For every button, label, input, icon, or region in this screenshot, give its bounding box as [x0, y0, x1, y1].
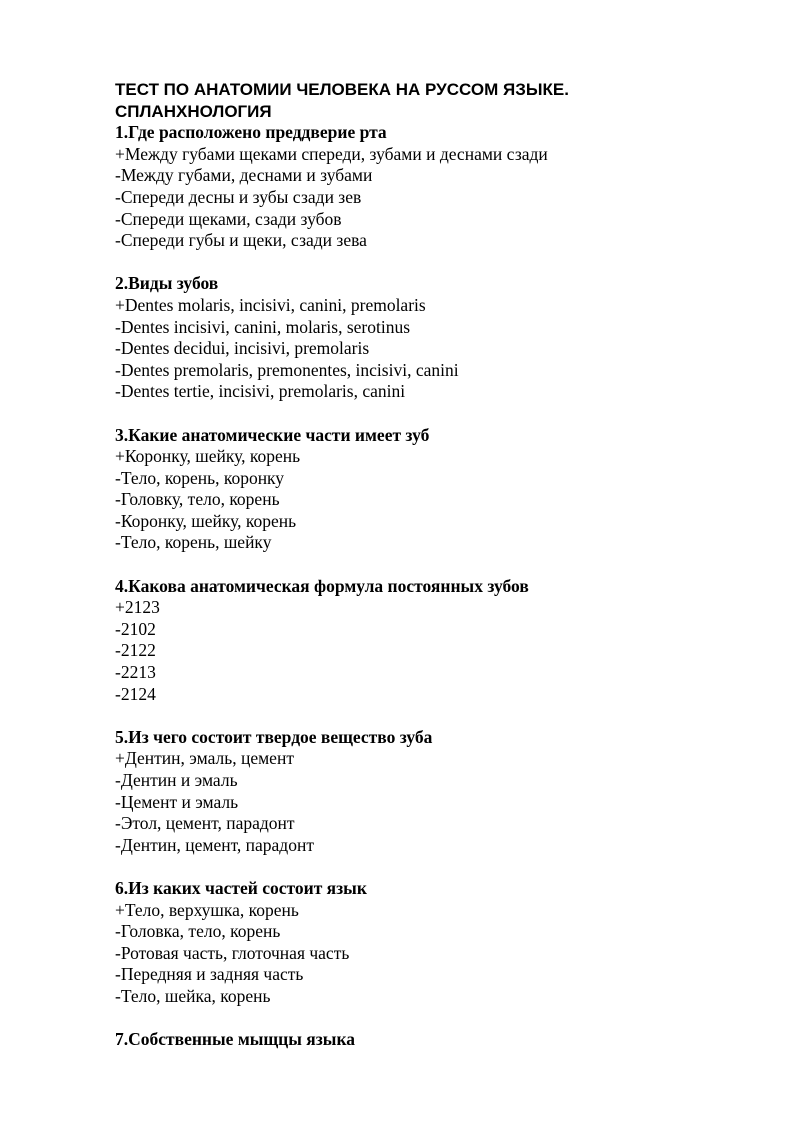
answer-option: -Между губами, деснами и зубами: [115, 165, 373, 186]
answer-option: -Спереди десны и зубы сзади зев: [115, 186, 362, 207]
answer-option: -Dentes tertie, incisivi, premolaris, canini: [115, 381, 406, 402]
question-block: [115, 878, 755, 1008]
question-title: 5.Из чего состоит твердое вещество зуба: [115, 726, 433, 747]
answer-option: -Дентин, цемент, парадонт: [115, 834, 314, 855]
answer-option: -Тело, шейка, корень: [115, 985, 271, 1006]
answer-option-correct: +Коронку, шейку, корень: [115, 446, 301, 467]
document-title-line-1: ТЕСТ ПО АНАТОМИИ ЧЕЛОВЕКА НА РУССОМ ЯЗЫКЕ.: [115, 80, 569, 99]
answer-option: -Головка, тело, корень: [115, 921, 281, 942]
question-block: [115, 273, 755, 403]
question-title: 2.Виды зубов: [115, 273, 219, 294]
answer-option: -Спереди губы и щеки, сзади зева: [115, 230, 367, 251]
answer-option: -Тело, корень, шейку: [115, 532, 272, 553]
answer-option-correct: +Между губами щеками спереди, зубами и деснами сзади: [115, 143, 548, 164]
question-title: 4.Какова анатомическая формула постоянных зубов: [115, 575, 529, 596]
question-block: [115, 1029, 755, 1051]
answer-option-correct: +Dentes molaris, incisivi, canini, premolaris: [115, 294, 426, 315]
answer-option: -2122: [115, 640, 156, 661]
answer-option-correct: +Дентин, эмаль, цемент: [115, 748, 294, 769]
answer-option: -Dentes decidui, incisivi, premolaris: [115, 338, 370, 359]
answer-option: -Головку, тело, корень: [115, 489, 280, 510]
question-title: 6.Из каких частей состоит язык: [115, 877, 367, 898]
document-title: [115, 79, 755, 122]
answer-option-correct: +2123: [115, 597, 160, 618]
answer-option: -Дентин и эмаль: [115, 770, 238, 790]
answer-option: -Цемент и эмаль: [115, 791, 239, 812]
question-block: [115, 576, 755, 706]
answer-option: -Тело, корень, коронку: [115, 467, 285, 488]
answer-option: -2124: [115, 683, 156, 704]
question-block: [115, 122, 755, 252]
question-block: [115, 727, 755, 857]
document-title-line-2: СПЛАНХНОЛОГИЯ: [115, 101, 272, 121]
answer-option: -Спереди щеками, сзади зубов: [115, 208, 342, 229]
question-block: [115, 425, 755, 555]
answer-option-correct: +Тело, верхушка, корень: [115, 899, 299, 920]
answer-option: -Передняя и задняя часть: [115, 964, 304, 985]
question-title: 3.Какие анатомические части имеет зуб: [115, 424, 430, 445]
document-page: [115, 79, 755, 1051]
question-list: [115, 122, 755, 1051]
question-title: 7.Собственные мыщцы языка: [115, 1029, 356, 1050]
answer-option: -2213: [115, 662, 156, 683]
answer-option: -Этол, цемент, парадонт: [115, 813, 295, 834]
answer-option: -Ротовая часть, глоточная часть: [115, 942, 350, 963]
answer-option: -2102: [115, 618, 156, 639]
question-title: 1.Где расположено преддверие рта: [115, 122, 387, 143]
answer-option: -Dentes premolaris, premonentes, incisivi, canini: [115, 359, 459, 380]
answer-option: -Dentes incisivi, canini, molaris, serotinus: [115, 316, 411, 337]
answer-option: -Коронку, шейку, корень: [115, 510, 297, 531]
